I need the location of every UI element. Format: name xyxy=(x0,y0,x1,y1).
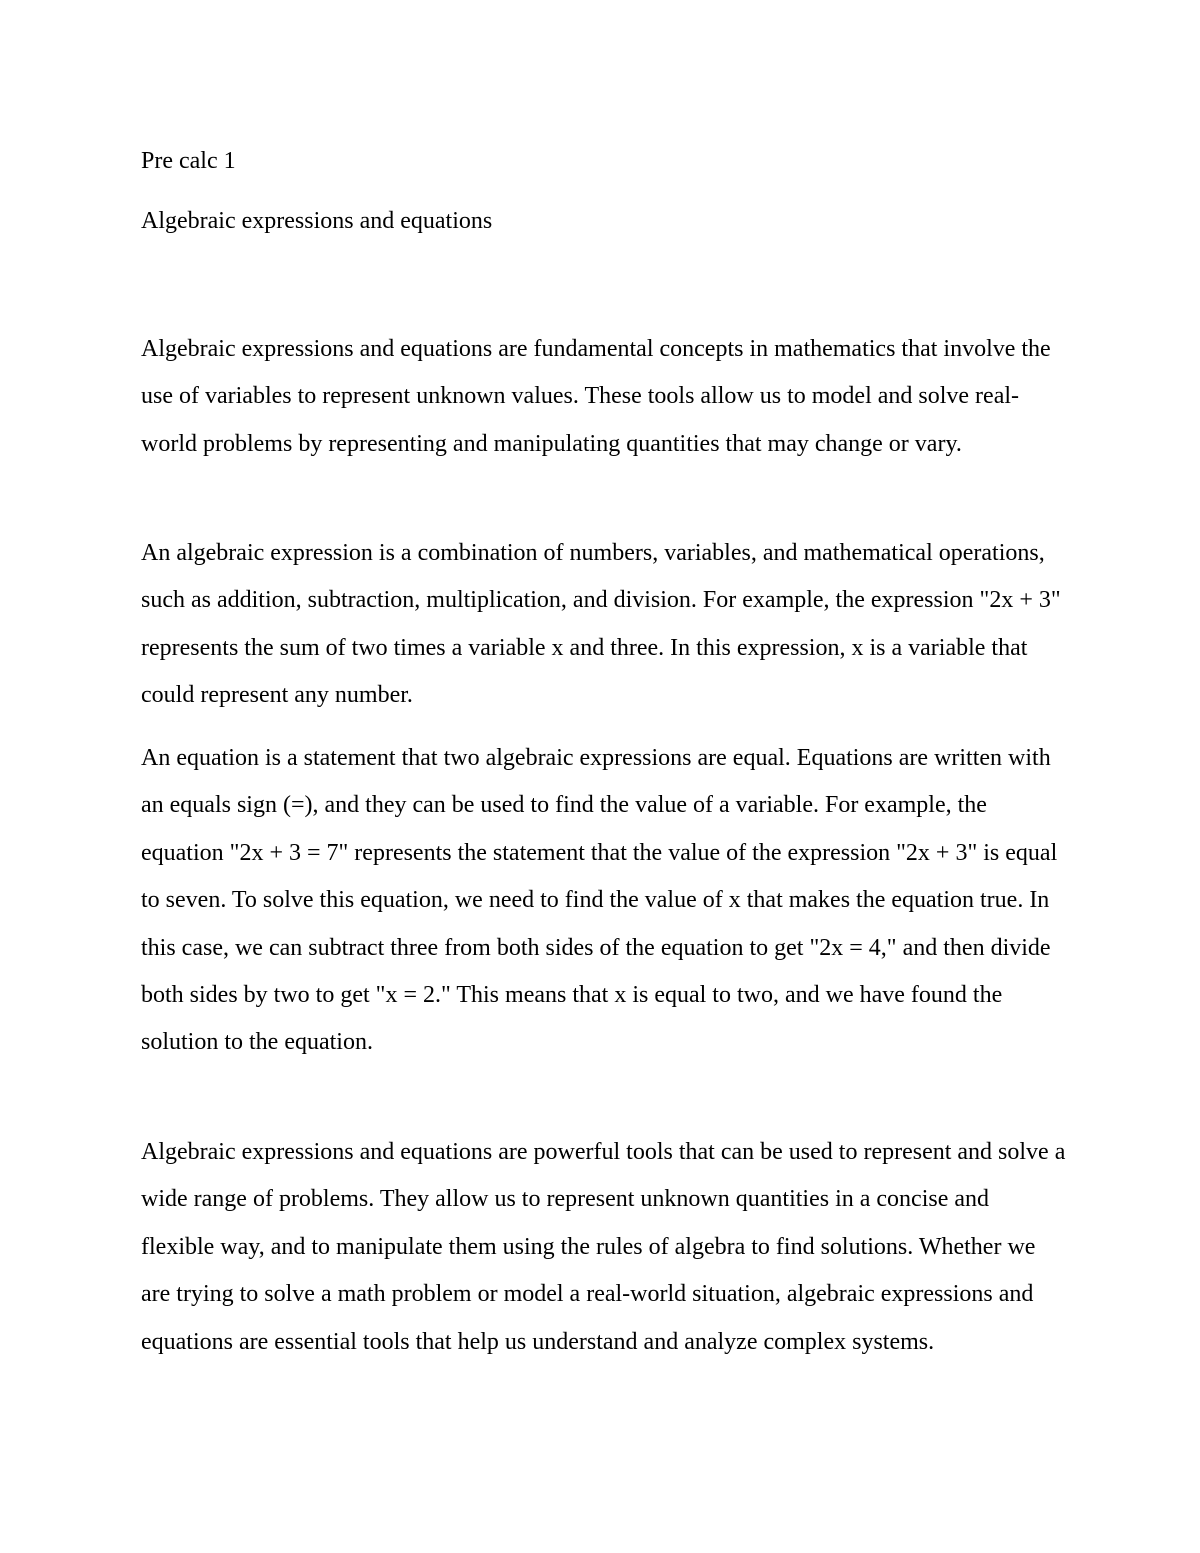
paragraph-equations: An equation is a statement that two algebraic expressions are equal. Equations are written with an equals sign (=), and they can be used to find the value of a variable. For example, the equation "2x + 3 = 7" represents the statement that the value of the expression "2x + 3" is equal to seven. To solve this equation, we need to find the value of x that makes the equation true. In this case, we can subtract three from both sides of the equation to get "2x = 4," and then divide both sides by two to get "x = 2." This means that x is equal to two, and we have found the solution to the equation. xyxy=(141,745,1058,1056)
paragraph-conclusion: Algebraic expressions and equations are powerful tools that can be used to represent and solve a wide range of problems. They allow us to represent unknown quantities in a concise and flexible way, and to manipulate them using the rules of algebra to find solutions. Whether we are trying to solve a math problem or model a real-world situation, algebraic expressions and equations are essential tools that help us understand and analyze complex systems. xyxy=(141,1139,1066,1355)
document-subtitle: Algebraic expressions and equations xyxy=(141,208,493,234)
document-title: Pre calc 1 xyxy=(141,148,236,174)
paragraph-expressions: An algebraic expression is a combination of numbers, variables, and mathematical operations, such as addition, subtraction, multiplication, and division. For example, the expression "2x + 3" represents the sum of two times a variable x and three. In this expression, x is a variable that could represent any number. xyxy=(141,540,1061,709)
paragraph-intro: Algebraic expressions and equations are fundamental concepts in mathematics that involve the use of variables to represent unknown values. These tools allow us to model and solve real-world problems by representing and manipulating quantities that may change or vary. xyxy=(141,336,1051,457)
